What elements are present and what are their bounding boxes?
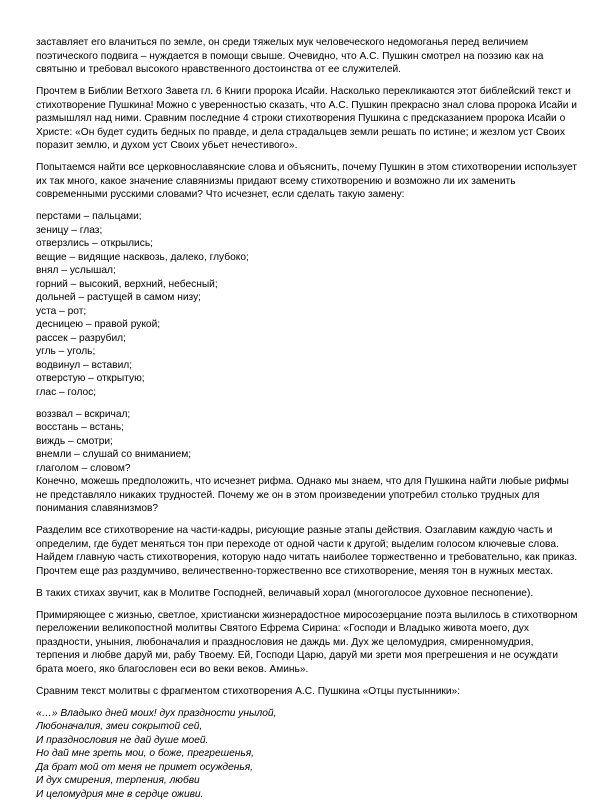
- poem-line: И празднословия не дай душе моей.: [36, 734, 580, 748]
- poem-line: Любоначалия, змеи сокрытой сей,: [36, 720, 580, 734]
- glossary-item: водвинул – вставил;: [36, 359, 580, 373]
- glossary-item: отверзлись – открылись;: [36, 237, 580, 251]
- glossary-item: горний – высокий, верхний, небесный;: [36, 278, 580, 292]
- glossary-item: отверстую – открытую;: [36, 372, 580, 386]
- document-page: [36, 36, 580, 801]
- poem-line: «…» Владыко дней моих! дух праздности унылой,: [36, 707, 580, 721]
- glossary-item: зеницу – глаз;: [36, 224, 580, 238]
- poem-excerpt: [36, 707, 580, 801]
- paragraph-isaiah: Прочтем в Библии Ветхого Завета гл. 6 Книги пророка Исайи. Насколько перекликаются этот библейский текст и стихотворение Пушкина! Можно с уверенностью сказать, что А.С. Пушкин прекрасно знал слова пророка Исайи и размышлял над ними. Сравним последние 4 строки стихотворения Пушкина с предсказанием пророка Исайи о Христе: «Он будет судить бедных по правде, и дела страдальцев земли решать по истине; и жезлом уст Своих поразит землю, и духом уст Своих убьет нечестивого».: [36, 85, 580, 153]
- paragraph-question: Попытаемся найти все церковнославянские слова и объяснить, почему Пушкин в этом стихотворении использует их так много, какое значение славянизмы придают всему стихотворению и возможно ли их заменить современными русскими словами? Что исчезнет, если сделать такую замену:: [36, 161, 580, 202]
- glossary-item: угль – уголь;: [36, 345, 580, 359]
- glossary-item: воззвал – вскричал;: [36, 408, 580, 422]
- poem-line: И дух смирения, терпения, любви: [36, 774, 580, 788]
- glossary-item: вещие – видящие насквозь, далеко, глубоко;: [36, 251, 580, 265]
- paragraph-prayer: Примиряющее с жизнью, светлое, христиански жизнерадостное миросозерцание поэта вылилось в стихотворном переложении великопостной молитвы Святого Ефрема Сирина: «Господи и Владыко живота моего, дух праздности, уныния, любоначалия и празднословия не даждь ми. Дух же целомудрия, смиренномудрия, терпения и любве даруй ми, рабу Твоему. Ей, Господи Царю, даруй ми зрети моя прегрешения и не осуждати брата моего, яко благословен еси во веки веков. Аминь».: [36, 609, 580, 677]
- paragraph-parts: Разделим все стихотворение на части-кадры, рисующие разные этапы действия. Озаглавим каждую часть и определим, где будет меняться тон при переходе от одной части к другой; выделим голосом ключевые слова. Найдем главную часть стихотворения, которую надо читать наиболее торжественно и требовательно, как приказ. Прочтем еще раз раздумчиво, величественно-торжественно все стихотворение, меняя тон в нужных местах.: [36, 524, 580, 578]
- paragraph-compare: Сравним текст молитвы с фрагментом стихотворения А.С. Пушкина «Отцы пустынники»:: [36, 685, 580, 699]
- glossary-item: десницею – правой рукой;: [36, 318, 580, 332]
- paragraph-intro: заставляет его влачиться по земле, он среди тяжелых мук человеческого недомоганья перед величием поэтического подвига – нуждается в помощи свыше. Очевидно, что А.С. Пушкин смотрел на поэзию как на святыню и требовал высокого нравственного достоинства от ее служителей.: [36, 36, 580, 77]
- glossary-list-2: [36, 408, 580, 476]
- glossary-item: глаголом – словом?: [36, 462, 580, 476]
- glossary-list-1: [36, 210, 580, 399]
- glossary-item: дольней – растущей в самом низу;: [36, 291, 580, 305]
- poem-line: Да брат мой от меня не примет осужденья,: [36, 761, 580, 775]
- poem-line: Но дай мне зреть мои, о боже, прегрешенья,: [36, 747, 580, 761]
- glossary-item: внял – услышал;: [36, 264, 580, 278]
- glossary-item: рассек – разрубил;: [36, 332, 580, 346]
- glossary-item: глас – голос;: [36, 386, 580, 400]
- paragraph-choral: В таких стихах звучит, как в Молитве Господней, величавый хорал (многоголосое духовное песнопение).: [36, 587, 580, 601]
- poem-line: И целомудрия мне в сердце оживи.: [36, 788, 580, 801]
- glossary-item: виждь – смотри;: [36, 435, 580, 449]
- paragraph-rhyme: Конечно, можешь предположить, что исчезнет рифма. Однако мы знаем, что для Пушкина найти любые рифмы не представляло никаких трудностей. Почему же он в этом произведении употребил столько трудных для понимания славянизмов?: [36, 475, 580, 516]
- glossary-item: восстань – встань;: [36, 421, 580, 435]
- glossary-item: уста – рот;: [36, 305, 580, 319]
- glossary-item: перстами – пальцами;: [36, 210, 580, 224]
- glossary-item: внемли – слушай со вниманием;: [36, 448, 580, 462]
